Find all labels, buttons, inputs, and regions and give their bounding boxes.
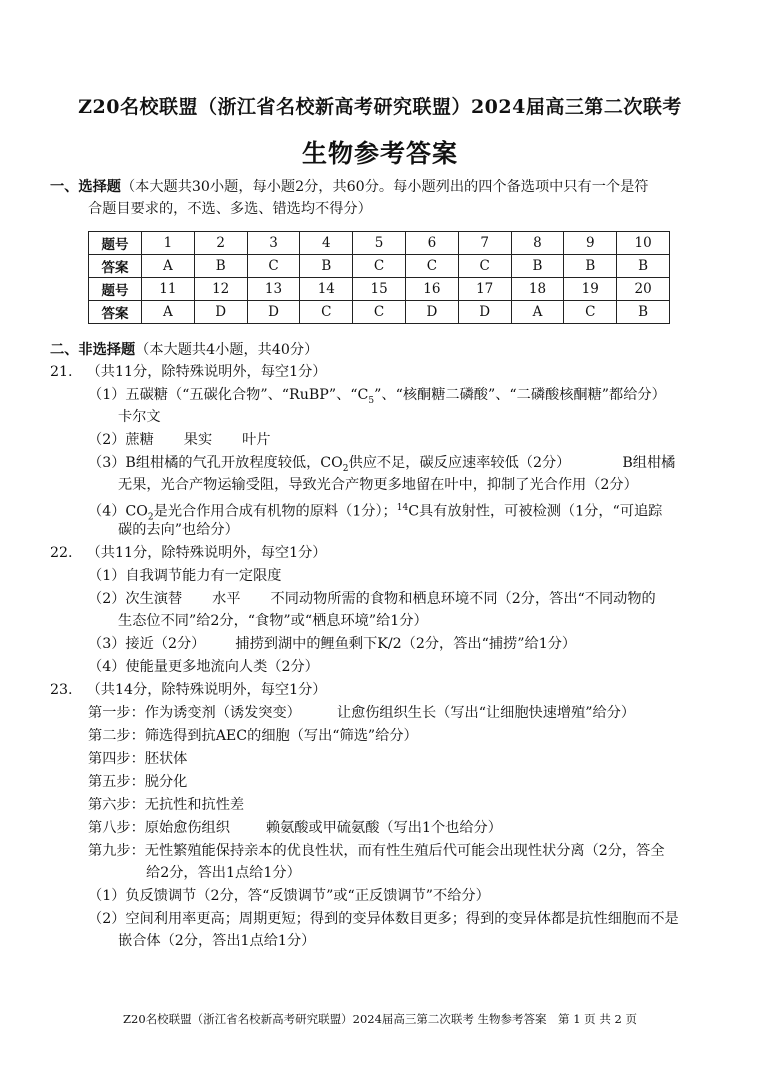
question-number-cell: 5 [353,232,406,255]
q23-step4: 第四步：胚状体 [88,751,188,767]
answer-cell: D [194,301,247,324]
q23-part1: （1）负反馈调节（2分，答“反馈调节”或“正反馈调节”不给分） [88,888,490,904]
page-footer: Z20名校联盟（浙江省名校新高考研究联盟）2024届高三第二次联考 生物参考答案 第 1 页 共 2 页 [123,1012,637,1026]
q23-step6: 第六步：无抗性和抗性差 [88,797,245,813]
question-number-cell: 11 [142,278,195,301]
answer-cell: C [564,301,617,324]
answer-cell: C [405,255,458,278]
question-number-cell: 3 [247,232,300,255]
answer-table [88,231,670,324]
q22-p2-answer3: 不同动物所需的食物和栖息环境不同（2分，答出“不同动物的 [270,591,656,607]
q23-step1-answer2: 让愈伤组织生长（写出“让细胞快速增殖”给分） [336,705,636,721]
q21-p3-text: （3）B组柑橘的气孔开放程度较低，CO [88,455,343,471]
q21-p1-subscript: 5 [368,395,375,406]
q22-p3-answer1: （3）接近（2分） [88,636,206,652]
q22-part4: （4）使能量更多地流向人类（2分） [88,659,319,675]
question-number-cell: 13 [247,278,300,301]
q21-p4-superscript: 14 [396,503,409,513]
q21-p3-subscript: 2 [342,463,349,474]
exam-title: Z20名校联盟（浙江省名校新高考研究联盟）2024届高三第二次联考 [78,96,682,118]
q23-step2: 第二步：筛选得到抗AEC的细胞（写出“筛选”给分） [88,728,418,744]
q22-p2-answer1: （2）次生演替 [88,591,183,607]
answer-cell: C [300,301,353,324]
page-title: 生物参考答案 [301,139,458,168]
row-label: 题号 [89,232,142,255]
question-number-cell: 10 [617,232,670,255]
q22-part1: （1）自我调节能力有一定限度 [88,568,282,584]
q21-p4-subscript: 2 [147,512,154,523]
q22-p2-answer2: 水平 [212,591,241,607]
q21-p4-text: （4）CO [88,503,148,520]
question-number-cell: 14 [300,278,353,301]
question-number-cell: 18 [511,278,564,301]
answer-cell: C [458,255,511,278]
q21-intro: （共11分，除特殊说明外，每空1分） [86,364,327,380]
question-number-cell: 15 [353,278,406,301]
question-number-cell: 9 [564,232,617,255]
q23-step8-answer1: 第八步：原始愈伤组织 [88,820,230,836]
q23-part2-cont: 嵌合体（2分，答出1点给1分） [118,933,316,949]
answer-cell: B [564,255,617,278]
q23-step8-answer2: 赖氨酸或甲硫氨酸（写出1个也给分） [265,820,502,836]
section1-desc: （本大题共30小题，每小题2分，共60分。每小题列出的四个备选项中只有一个是符 [120,179,649,195]
q21-p4-text-end: C具有放射性，可被检测（1分，“可追踪 [408,503,663,520]
answer-cell: A [142,301,195,324]
question-number-cell: 4 [300,232,353,255]
q22-p3-answer2: 捕捞到湖中的鲤鱼剩下K/2（2分，答出“捕捞”给1分） [235,636,577,652]
q21-p2-answer2: 果实 [183,432,213,448]
table-row [89,301,670,324]
q23-header [50,680,326,700]
section2-desc: （本大题共4小题，共40分） [135,342,319,358]
row-label: 答案 [89,301,142,324]
section1-heading: 一、选择题 [50,179,121,195]
q22-part3 [88,634,576,654]
q21-p2-answer1: （2）蔗糖 [88,432,154,448]
q23-intro: （共14分，除特殊说明外，每空1分） [86,682,327,698]
answer-cell: D [247,301,300,324]
q21-part2 [88,430,271,450]
q23-step1-answer1: 第一步：作为诱变剂（诱发突变） [88,705,301,721]
q21-number: 21. [50,364,73,380]
answer-cell: B [194,255,247,278]
answer-cell: C [353,301,406,324]
q21-header [50,362,326,382]
answer-cell: B [511,255,564,278]
question-number-cell: 6 [405,232,458,255]
q23-step9: 第九步：无性繁殖能保持亲本的优良性状，而有性生殖后代可能会出现性状分离（2分，答全 [88,843,665,859]
answer-cell: B [617,301,670,324]
answer-cell: B [300,255,353,278]
q21-p3-answer2: B组柑橘 [622,455,676,471]
section2-heading: 二、非选择题 [50,342,136,358]
q21-p1-text: （1）五碳糖（“五碳化合物”、“RuBP”、“C [88,387,369,403]
answer-cell: A [511,301,564,324]
q21-part1 [88,385,666,411]
question-number-cell: 8 [511,232,564,255]
q23-step9-cont: 给2分，答出1点给1分） [146,865,301,881]
row-label: 题号 [89,278,142,301]
table-row [89,255,670,278]
question-number-cell: 17 [458,278,511,301]
q23-step8 [88,818,502,838]
question-number-cell: 20 [617,278,670,301]
q22-header [50,543,326,563]
q21-part1-answer2: 卡尔文 [118,409,161,425]
table-row [89,232,670,255]
question-number-cell: 19 [564,278,617,301]
table-row [89,278,670,301]
q22-intro: （共11分，除特殊说明外，每空1分） [86,545,327,561]
question-number-cell: 16 [405,278,458,301]
q22-part2-cont: 生态位不同”给2分，“食物”或“栖息环境”给1分） [118,613,428,629]
answer-cell: D [458,301,511,324]
q23-step5: 第五步：脱分化 [88,774,188,790]
answer-cell: D [405,301,458,324]
question-number-cell: 2 [194,232,247,255]
answer-cell: B [617,255,670,278]
question-number-cell: 1 [142,232,195,255]
question-number-cell: 12 [194,278,247,301]
q21-p2-answer3: 叶片 [242,432,271,448]
q22-number: 22. [50,545,73,561]
q21-part3-cont: 无果，光合产物运输受阻，导致光合产物更多地留在叶中，抑制了光合作用（2分） [118,477,638,493]
section1-intro [50,177,648,197]
q23-number: 23. [50,682,73,698]
answer-cell: C [247,255,300,278]
question-number-cell: 7 [458,232,511,255]
q21-part4-cont: 碳的去向”也给分） [118,522,239,538]
q23-step1 [88,703,635,723]
q21-p1-text-end: ”、“核酮糖二磷酸”、“二磷酸核酮糖”都给分） [374,387,666,403]
q23-part2: （2）空间利用率更高；周期更短；得到的变异体数目更多；得到的变异体都是抗性细胞而不是 [88,911,679,927]
answer-cell: C [353,255,406,278]
q22-part2 [88,589,656,609]
q21-p4-text-mid: 是光合作用合成有机物的原料（1分）； [153,503,397,520]
row-label: 答案 [89,255,142,278]
answer-cell: A [142,255,195,278]
section2-intro [50,340,318,360]
section1-desc-cont: 合题目要求的，不选、多选、错选均不得分） [88,201,372,217]
q21-p3-text-end: 供应不足，碳反应速率较低（2分） [348,455,571,471]
